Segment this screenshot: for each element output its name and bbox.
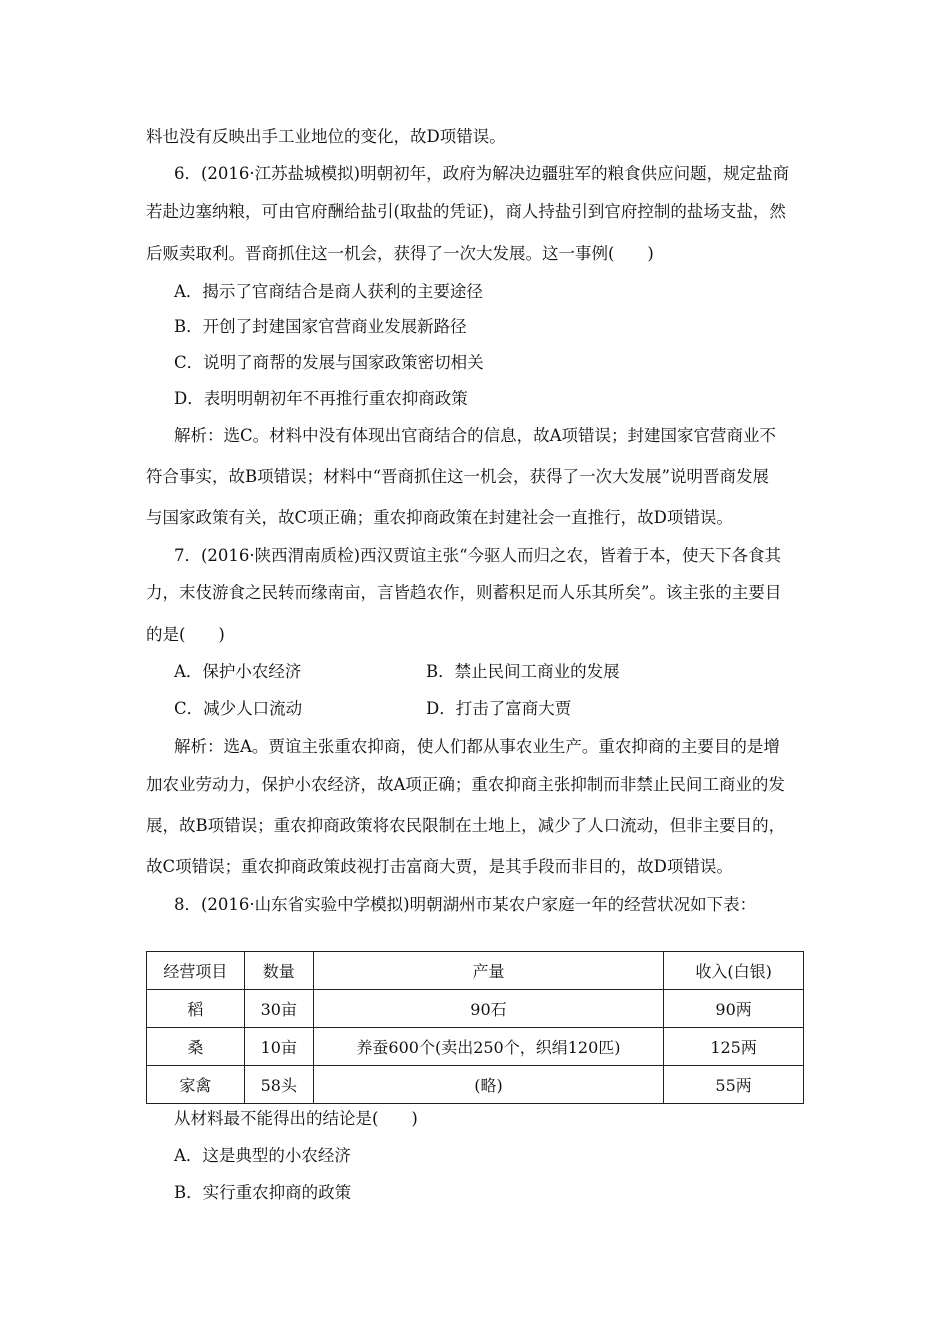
table-cell: 55两	[664, 1066, 804, 1104]
table-cell: 90两	[664, 990, 804, 1028]
farm-income-table	[146, 951, 804, 1104]
table-row	[147, 1066, 804, 1104]
paragraph-line: 料也没有反映出手工业地位的变化，故D项错误。	[146, 127, 506, 146]
question-6-option-b: B．开创了封建国家官营商业发展新路径	[174, 317, 467, 336]
table-cell: 家禽	[147, 1066, 245, 1104]
table-header-cell: 经营项目	[147, 952, 245, 990]
question-7-stem: 的是( )	[146, 625, 225, 644]
table-cell: (略)	[313, 1066, 663, 1104]
question-7-analysis: 加农业劳动力，保护小农经济，故A项正确；重农抑商主张抑制而非禁止民间工商业的发	[146, 775, 785, 794]
table-header-cell: 收入(白银)	[664, 952, 804, 990]
question-6-option-c: C．说明了商帮的发展与国家政策密切相关	[174, 353, 484, 372]
table-cell: 90石	[313, 990, 663, 1028]
question-7-analysis: 展，故B项错误；重农抑商政策将农民限制在土地上，减少了人口流动，但非主要目的，	[146, 816, 786, 835]
question-7-stem: 7．(2016·陕西渭南质检)西汉贾谊主张“今驱人而归之农，皆着于本，使天下各食其	[174, 546, 782, 565]
table-cell: 58头	[244, 1066, 313, 1104]
question-6-option-a: A．揭示了官商结合是商人获利的主要途径	[174, 282, 483, 301]
question-8-option-a: A．这是典型的小农经济	[174, 1146, 351, 1165]
table-header-cell: 数量	[244, 952, 313, 990]
table-cell: 30亩	[244, 990, 313, 1028]
question-7-option-a: A．保护小农经济	[174, 662, 302, 681]
table-cell: 养蚕600个(卖出250个，织绢120匹)	[313, 1028, 663, 1066]
question-8-stem: 从材料最不能得出的结论是( )	[174, 1109, 418, 1128]
table-row	[147, 990, 804, 1028]
question-6-analysis: 符合事实，故B项错误；材料中“晋商抓住这一机会，获得了一次大发展”说明晋商发展	[146, 467, 769, 486]
question-6-option-d: D．表明明朝初年不再推行重农抑商政策	[174, 389, 468, 408]
table-row	[147, 1028, 804, 1066]
question-6-stem: 若赴边塞纳粮，可由官府酬给盐引(取盐的凭证)，商人持盐引到官府控制的盐场支盐，然	[146, 202, 786, 221]
question-7-option-d: D．打击了富商大贾	[426, 699, 572, 718]
question-6-stem: 后贩卖取利。晋商抓住这一机会，获得了一次大发展。这一事例( )	[146, 244, 654, 263]
table-cell: 桑	[147, 1028, 245, 1066]
question-7-option-c: C．减少人口流动	[174, 699, 303, 718]
question-8-option-b: B．实行重农抑商的政策	[174, 1183, 352, 1202]
question-6-stem: 6．(2016·江苏盐城模拟)明朝初年，政府为解决边疆驻军的粮食供应问题，规定盐商	[174, 164, 790, 183]
table-header-cell: 产量	[313, 952, 663, 990]
question-6-analysis: 解析：选C。材料中没有体现出官商结合的信息，故A项错误；封建国家官营商业不	[174, 426, 777, 445]
question-7-stem: 力，末伎游食之民转而缘南亩，言皆趋农作，则蓄积足而人乐其所矣”。该主张的主要目	[146, 583, 782, 602]
table-cell: 稻	[147, 990, 245, 1028]
question-6-analysis: 与国家政策有关，故C项正确；重农抑商政策在封建社会一直推行，故D项错误。	[146, 508, 733, 527]
table-cell: 125两	[664, 1028, 804, 1066]
question-7-analysis: 解析：选A。贾谊主张重农抑商，使人们都从事农业生产。重农抑商的主要目的是增	[174, 737, 780, 756]
question-7-option-b: B．禁止民间工商业的发展	[426, 662, 620, 681]
table-cell: 10亩	[244, 1028, 313, 1066]
table-header-row	[147, 952, 804, 990]
question-7-analysis: 故C项错误；重农抑商政策歧视打击富商大贾，是其手段而非目的，故D项错误。	[146, 857, 733, 876]
question-8-stem: 8．(2016·山东省实验中学模拟)明朝湖州市某农户家庭一年的经营状况如下表：	[174, 895, 757, 914]
